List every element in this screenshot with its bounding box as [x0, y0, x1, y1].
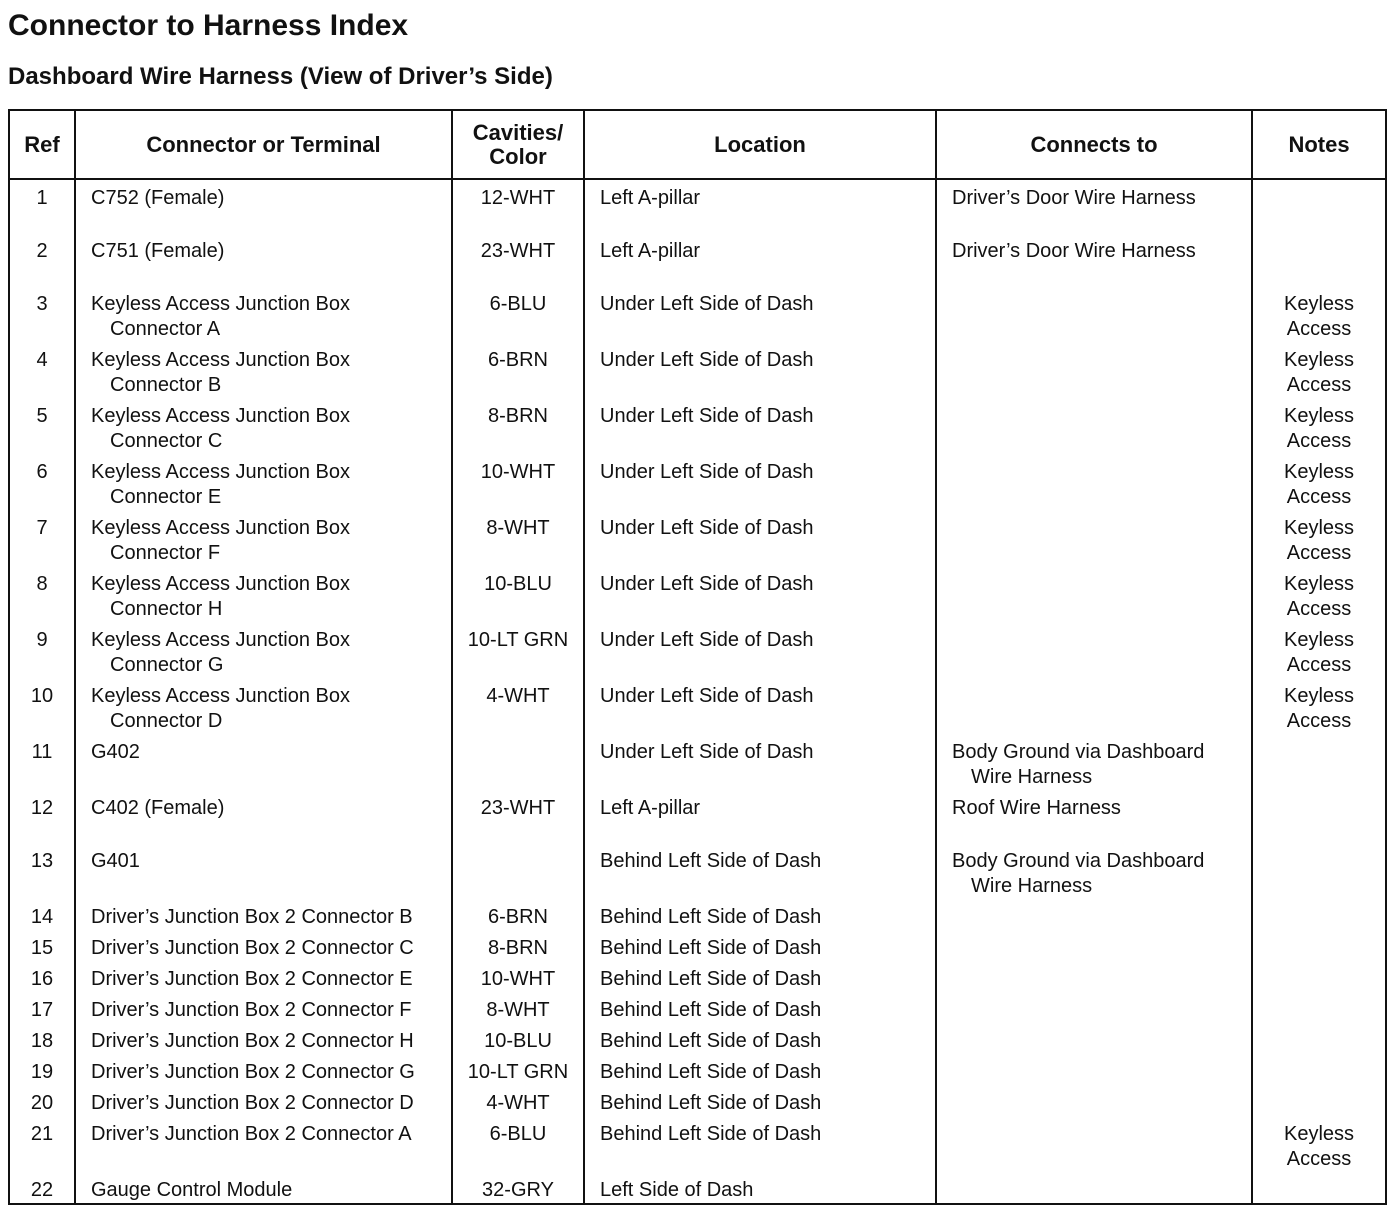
notes-line1: Keyless: [1283, 349, 1355, 371]
connector-name: Driver’s Junction Box 2 Connector C: [91, 937, 414, 959]
cell-connector: [75, 286, 452, 342]
cell-ref: 1: [9, 179, 75, 233]
cell-connects-to: [936, 398, 1252, 454]
cell-connector: [75, 342, 452, 398]
cell-connects-to: [936, 961, 1252, 992]
table-row: [9, 454, 1386, 510]
connector-name: Driver’s Junction Box 2 Connector B: [91, 906, 413, 928]
connector-name-cont: Connector E: [110, 486, 222, 508]
table-row: [9, 622, 1386, 678]
connector-name: Gauge Control Module: [91, 1179, 293, 1201]
cell-notes: [1252, 1116, 1386, 1172]
connects-to-text: Driver’s Door Wire Harness: [952, 187, 1196, 209]
cell-ref: 8: [9, 566, 75, 622]
notes-line1: Keyless: [1283, 685, 1355, 707]
cell-location: Behind Left Side of Dash: [584, 1085, 936, 1116]
cell-notes: [1252, 1172, 1386, 1204]
header-notes: Notes: [1252, 110, 1386, 179]
notes-line2: Access: [1286, 710, 1352, 732]
cell-ref: 11: [9, 734, 75, 790]
cell-location: Under Left Side of Dash: [584, 510, 936, 566]
connector-name: Driver’s Junction Box 2 Connector H: [91, 1030, 414, 1052]
cell-connects-to: [936, 1172, 1252, 1204]
cell-connects-to: [936, 1054, 1252, 1085]
cell-cavities-color: [452, 843, 584, 899]
cell-notes: [1252, 179, 1386, 233]
connector-name-cont: Connector C: [110, 430, 223, 452]
cell-connector: [75, 843, 452, 899]
connector-name: C752 (Female): [91, 187, 225, 209]
connects-to-text-cont: Wire Harness: [971, 766, 1093, 788]
connector-name-cont: Connector G: [110, 654, 224, 676]
connector-index-table: [8, 109, 1387, 1205]
cell-cavities-color: 10-LT GRN: [452, 1054, 584, 1085]
cell-ref: 7: [9, 510, 75, 566]
table-row: [9, 1172, 1386, 1204]
cell-connector: [75, 1023, 452, 1054]
header-cavities-line1: Cavities/: [472, 119, 564, 145]
connector-name: Driver’s Junction Box 2 Connector A: [91, 1123, 412, 1145]
connector-name-cont: Connector B: [110, 374, 222, 396]
notes-line2: Access: [1286, 654, 1352, 676]
notes-line2: Access: [1286, 430, 1352, 452]
table-row: [9, 233, 1386, 286]
table-row: [9, 734, 1386, 790]
connector-name: Keyless Access Junction Box: [91, 685, 351, 707]
connector-name: Keyless Access Junction Box: [91, 573, 351, 595]
connector-name: Driver’s Junction Box 2 Connector D: [91, 1092, 414, 1114]
cell-cavities-color: 6-BLU: [452, 286, 584, 342]
cell-location: Under Left Side of Dash: [584, 342, 936, 398]
notes-line1: Keyless: [1283, 461, 1355, 483]
cell-location: Under Left Side of Dash: [584, 454, 936, 510]
cell-connector: [75, 790, 452, 843]
cell-notes: [1252, 622, 1386, 678]
cell-location: Under Left Side of Dash: [584, 566, 936, 622]
cell-connector: [75, 734, 452, 790]
cell-notes: [1252, 566, 1386, 622]
cell-location: Left A-pillar: [584, 233, 936, 286]
table-row: [9, 961, 1386, 992]
cell-cavities-color: 23-WHT: [452, 790, 584, 843]
connector-name-cont: Connector F: [110, 542, 221, 564]
cell-connects-to: [936, 179, 1252, 233]
header-connector: Connector or Terminal: [75, 110, 452, 179]
cell-ref: 19: [9, 1054, 75, 1085]
page-subtitle: Dashboard Wire Harness (View of Driver’s Side): [8, 63, 553, 90]
connector-name: Driver’s Junction Box 2 Connector G: [91, 1061, 415, 1083]
cell-connects-to: [936, 1116, 1252, 1172]
cell-location: Behind Left Side of Dash: [584, 843, 936, 899]
connects-to-text: Body Ground via Dashboard: [952, 741, 1205, 763]
cell-notes: [1252, 961, 1386, 992]
cell-connects-to: [936, 1085, 1252, 1116]
cell-connects-to: [936, 992, 1252, 1023]
header-row: [9, 110, 1386, 179]
cell-cavities-color: 12-WHT: [452, 179, 584, 233]
cell-cavities-color: 6-BRN: [452, 342, 584, 398]
cell-connector: [75, 179, 452, 233]
cell-ref: 10: [9, 678, 75, 734]
cell-notes: [1252, 398, 1386, 454]
cell-notes: [1252, 454, 1386, 510]
cell-ref: 17: [9, 992, 75, 1023]
cell-connector: [75, 678, 452, 734]
cell-ref: 2: [9, 233, 75, 286]
cell-location: Left Side of Dash: [584, 1172, 936, 1204]
notes-line1: Keyless: [1283, 517, 1355, 539]
notes-line2: Access: [1286, 542, 1352, 564]
notes-line2: Access: [1286, 1148, 1352, 1170]
cell-connects-to: [936, 510, 1252, 566]
cell-notes: [1252, 992, 1386, 1023]
cell-cavities-color: 8-WHT: [452, 992, 584, 1023]
cell-notes: [1252, 899, 1386, 930]
cell-connector: [75, 930, 452, 961]
connector-name: G401: [91, 850, 140, 872]
cell-ref: 15: [9, 930, 75, 961]
header-cavities-line2: Color: [489, 143, 547, 169]
connector-name: Keyless Access Junction Box: [91, 517, 351, 539]
connects-to-text-cont: Wire Harness: [971, 875, 1093, 897]
cell-notes: [1252, 843, 1386, 899]
cell-notes: [1252, 930, 1386, 961]
table-row: [9, 286, 1386, 342]
cell-cavities-color: 6-BLU: [452, 1116, 584, 1172]
cell-connects-to: [936, 1023, 1252, 1054]
cell-ref: 9: [9, 622, 75, 678]
connector-name-cont: Connector H: [110, 598, 223, 620]
page-title: Connector to Harness Index: [8, 9, 409, 42]
cell-location: Under Left Side of Dash: [584, 734, 936, 790]
table-row: [9, 678, 1386, 734]
header-ref: Ref: [9, 110, 75, 179]
cell-connector: [75, 622, 452, 678]
table-row: [9, 398, 1386, 454]
table-row: [9, 342, 1386, 398]
connects-to-text: Body Ground via Dashboard: [952, 850, 1205, 872]
cell-cavities-color: 8-BRN: [452, 930, 584, 961]
cell-notes: [1252, 1023, 1386, 1054]
connector-name-cont: Connector D: [110, 710, 223, 732]
table-header: [9, 110, 1386, 179]
table-row: [9, 992, 1386, 1023]
table-row: [9, 179, 1386, 233]
cell-connector: [75, 233, 452, 286]
cell-connects-to: [936, 843, 1252, 899]
connects-to-text: Roof Wire Harness: [952, 797, 1121, 819]
cell-location: Behind Left Side of Dash: [584, 992, 936, 1023]
cell-ref: 20: [9, 1085, 75, 1116]
cell-notes: [1252, 233, 1386, 286]
notes-line1: Keyless: [1283, 405, 1355, 427]
cell-connector: [75, 899, 452, 930]
cell-connector: [75, 1085, 452, 1116]
cell-cavities-color: [452, 734, 584, 790]
cell-connects-to: [936, 286, 1252, 342]
notes-line1: Keyless: [1283, 293, 1355, 315]
notes-line2: Access: [1286, 374, 1352, 396]
cell-location: Under Left Side of Dash: [584, 286, 936, 342]
cell-connector: [75, 1172, 452, 1204]
connector-name: Keyless Access Junction Box: [91, 349, 351, 371]
cell-ref: 5: [9, 398, 75, 454]
cell-location: Under Left Side of Dash: [584, 622, 936, 678]
cell-location: Behind Left Side of Dash: [584, 961, 936, 992]
cell-notes: [1252, 1085, 1386, 1116]
cell-cavities-color: 10-BLU: [452, 566, 584, 622]
cell-connects-to: [936, 233, 1252, 286]
cell-location: Behind Left Side of Dash: [584, 1116, 936, 1172]
notes-line2: Access: [1286, 486, 1352, 508]
connector-name: Keyless Access Junction Box: [91, 405, 351, 427]
cell-notes: [1252, 734, 1386, 790]
cell-notes: [1252, 286, 1386, 342]
cell-cavities-color: 10-BLU: [452, 1023, 584, 1054]
header-connects-to: Connects to: [936, 110, 1252, 179]
table-row: [9, 899, 1386, 930]
connector-name: Keyless Access Junction Box: [91, 629, 351, 651]
notes-line2: Access: [1286, 318, 1352, 340]
cell-location: Behind Left Side of Dash: [584, 899, 936, 930]
cell-connects-to: [936, 678, 1252, 734]
notes-line1: Keyless: [1283, 573, 1355, 595]
cell-ref: 13: [9, 843, 75, 899]
cell-connects-to: [936, 930, 1252, 961]
cell-notes: [1252, 678, 1386, 734]
cell-cavities-color: 32-GRY: [452, 1172, 584, 1204]
cell-ref: 16: [9, 961, 75, 992]
connector-name: Driver’s Junction Box 2 Connector E: [91, 968, 413, 990]
cell-connects-to: [936, 622, 1252, 678]
cell-connector: [75, 566, 452, 622]
cell-connects-to: [936, 454, 1252, 510]
cell-location: Behind Left Side of Dash: [584, 1054, 936, 1085]
cell-location: Left A-pillar: [584, 790, 936, 843]
cell-notes: [1252, 790, 1386, 843]
cell-connects-to: [936, 899, 1252, 930]
cell-ref: 3: [9, 286, 75, 342]
connector-name: Keyless Access Junction Box: [91, 461, 351, 483]
cell-cavities-color: 8-BRN: [452, 398, 584, 454]
cell-connects-to: [936, 566, 1252, 622]
cell-location: Left A-pillar: [584, 179, 936, 233]
connector-name: Keyless Access Junction Box: [91, 293, 351, 315]
table-row: [9, 510, 1386, 566]
cell-cavities-color: 8-WHT: [452, 510, 584, 566]
cell-ref: 14: [9, 899, 75, 930]
cell-notes: [1252, 342, 1386, 398]
header-cavities: [452, 110, 584, 179]
cell-location: Under Left Side of Dash: [584, 678, 936, 734]
connector-name: C402 (Female): [91, 797, 225, 819]
table-row: [9, 566, 1386, 622]
notes-line2: Access: [1286, 598, 1352, 620]
cell-connector: [75, 1054, 452, 1085]
cell-connector: [75, 398, 452, 454]
connector-name-cont: Connector A: [110, 318, 221, 340]
table-row: [9, 930, 1386, 961]
cell-location: Behind Left Side of Dash: [584, 930, 936, 961]
cell-cavities-color: 4-WHT: [452, 1085, 584, 1116]
header-location: Location: [584, 110, 936, 179]
cell-connects-to: [936, 734, 1252, 790]
cell-notes: [1252, 510, 1386, 566]
cell-cavities-color: 10-LT GRN: [452, 622, 584, 678]
notes-line1: Keyless: [1283, 1123, 1355, 1145]
table-row: [9, 1023, 1386, 1054]
cell-location: Under Left Side of Dash: [584, 398, 936, 454]
table-row: [9, 1116, 1386, 1172]
cell-ref: 6: [9, 454, 75, 510]
cell-notes: [1252, 1054, 1386, 1085]
cell-connector: [75, 992, 452, 1023]
connects-to-text: Driver’s Door Wire Harness: [952, 240, 1196, 262]
cell-ref: 22: [9, 1172, 75, 1204]
cell-connector: [75, 510, 452, 566]
cell-cavities-color: 23-WHT: [452, 233, 584, 286]
cell-location: Behind Left Side of Dash: [584, 1023, 936, 1054]
cell-connects-to: [936, 342, 1252, 398]
cell-ref: 4: [9, 342, 75, 398]
cell-connector: [75, 454, 452, 510]
table-row: [9, 1054, 1386, 1085]
table-row: [9, 1085, 1386, 1116]
connector-name: G402: [91, 741, 140, 763]
cell-connector: [75, 961, 452, 992]
cell-cavities-color: 10-WHT: [452, 454, 584, 510]
cell-ref: 12: [9, 790, 75, 843]
cell-connector: [75, 1116, 452, 1172]
cell-connects-to: [936, 790, 1252, 843]
table-body: [9, 179, 1386, 1204]
cell-ref: 21: [9, 1116, 75, 1172]
cell-ref: 18: [9, 1023, 75, 1054]
connector-name: Driver’s Junction Box 2 Connector F: [91, 999, 412, 1021]
cell-cavities-color: 4-WHT: [452, 678, 584, 734]
connector-name: C751 (Female): [91, 240, 225, 262]
cell-cavities-color: 6-BRN: [452, 899, 584, 930]
cell-cavities-color: 10-WHT: [452, 961, 584, 992]
notes-line1: Keyless: [1283, 629, 1355, 651]
table-row: [9, 843, 1386, 899]
table-row: [9, 790, 1386, 843]
